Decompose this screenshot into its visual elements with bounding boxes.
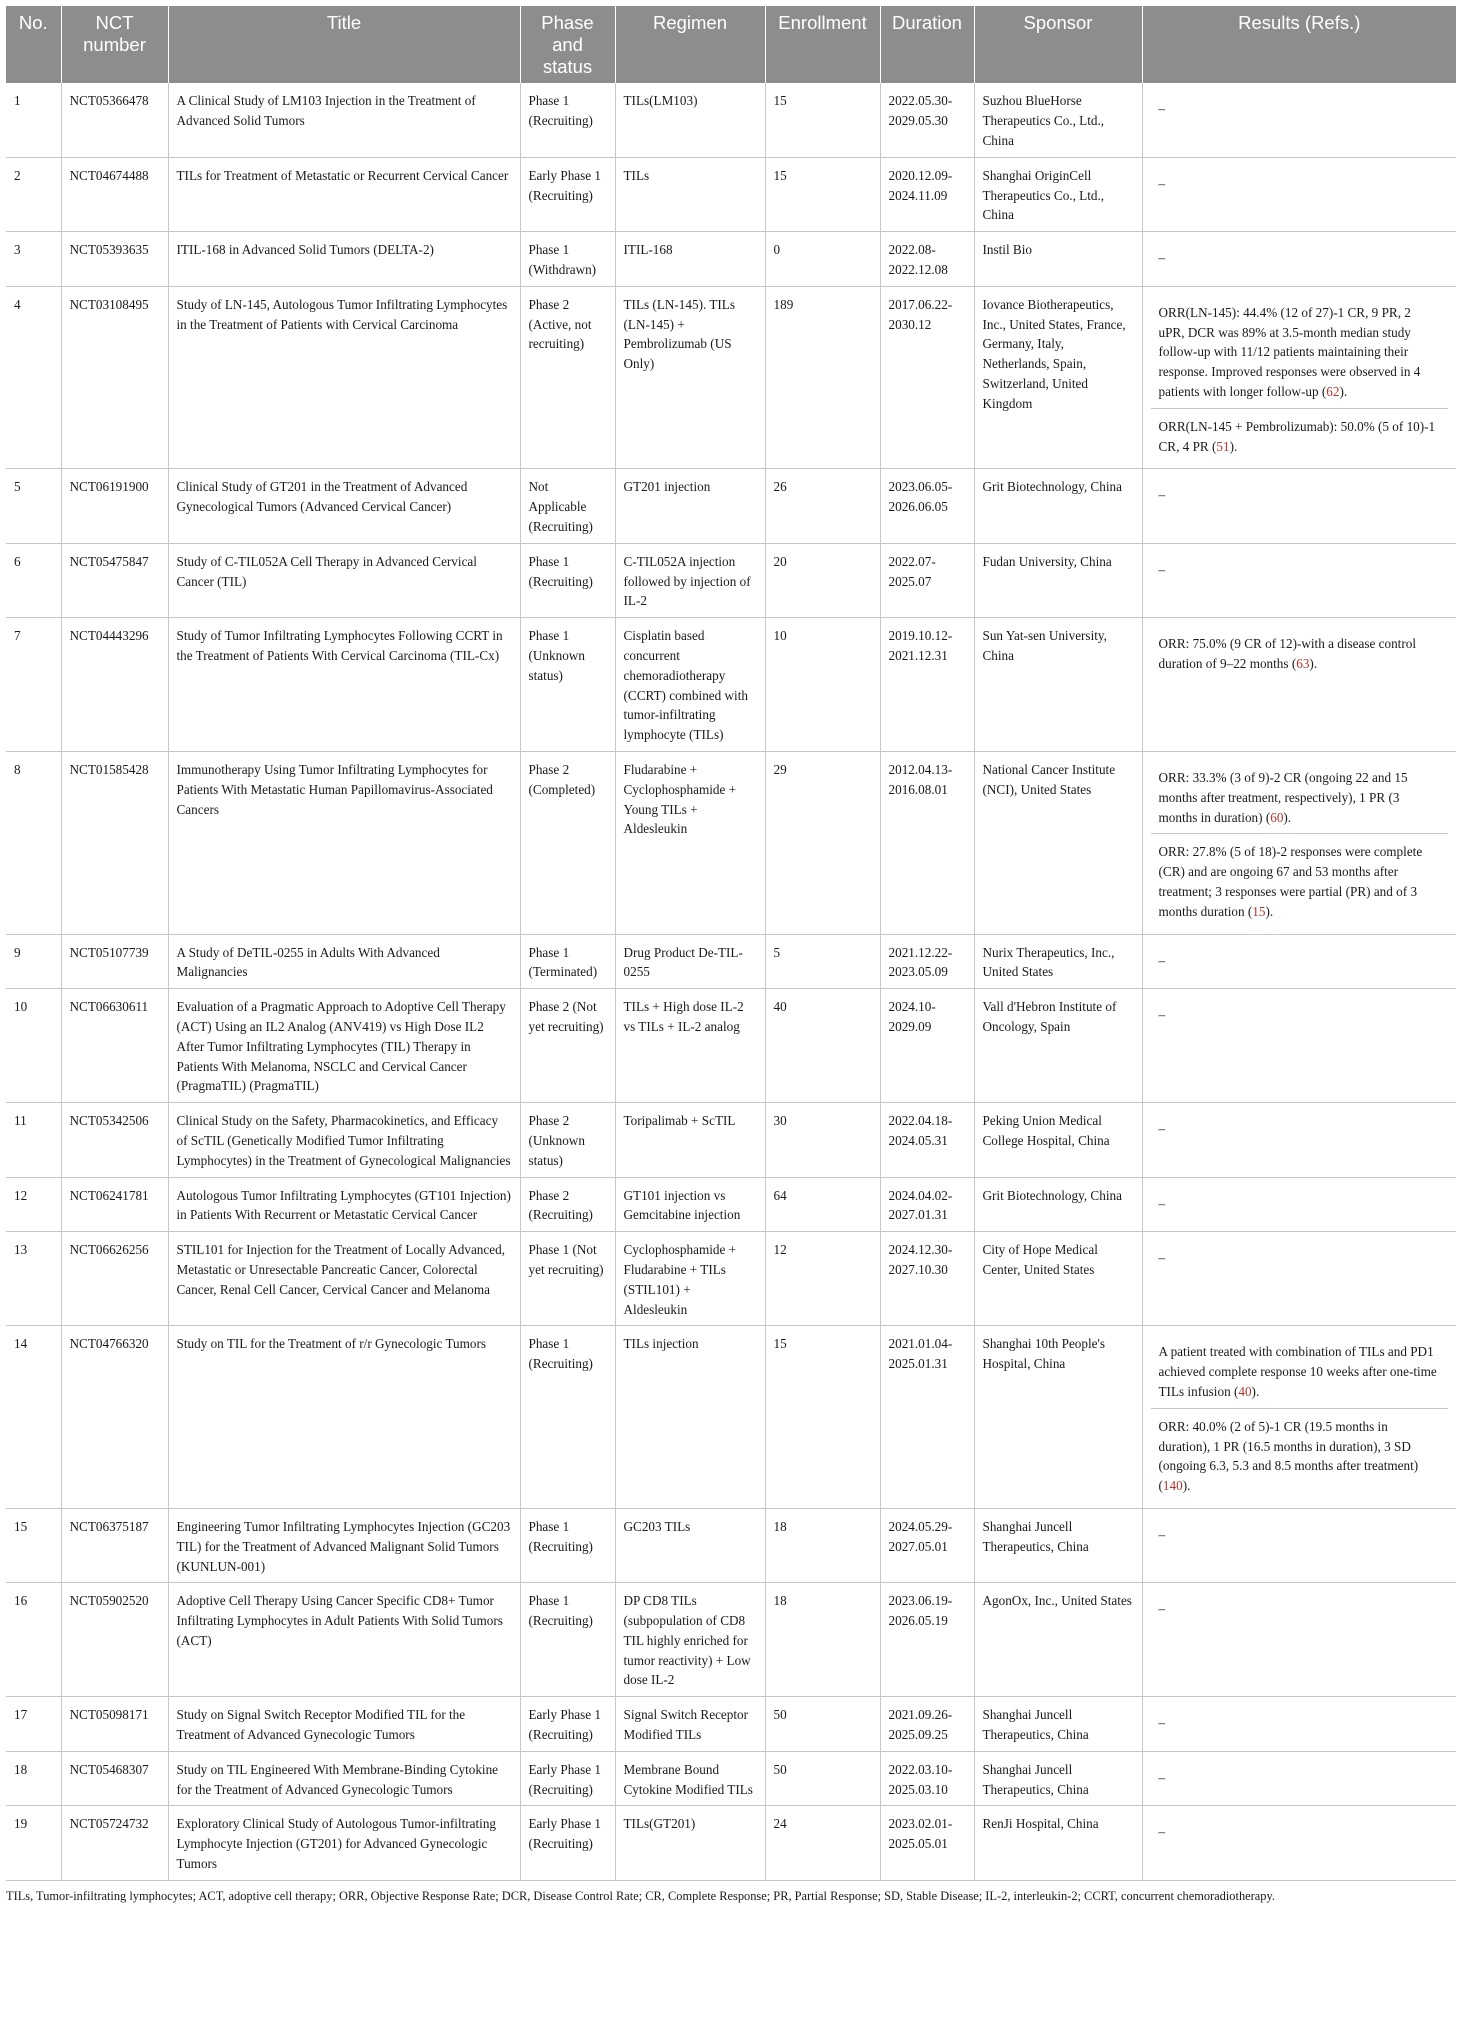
trial-title-cell: TILs for Treatment of Metastatic or Recurrent Cervical Cancer xyxy=(168,157,520,231)
reference-link[interactable]: 63 xyxy=(1296,656,1310,672)
duration-cell: 2023.06.19-2026.05.19 xyxy=(880,1583,974,1697)
nct-number-cell: NCT05468307 xyxy=(61,1751,168,1806)
sponsor-cell: Sun Yat-sen University, China xyxy=(974,618,1142,752)
phase-status-cell: Phase 1 (Unknown status) xyxy=(520,618,615,752)
phase-status-cell: Early Phase 1 (Recruiting) xyxy=(520,157,615,231)
nct-number-cell: NCT06191900 xyxy=(61,469,168,543)
nct-number-cell: NCT06626256 xyxy=(61,1232,168,1326)
header-phase-status: Phase and status xyxy=(520,6,615,83)
regimen-cell: GT201 injection xyxy=(615,469,765,543)
table-footnote: TILs, Tumor-infiltrating lymphocytes; ACT, adoptive cell therapy; ORR, Objective Response Rate; DCR, Disease Control Rate; CR, Complete Response; PR, Partial Response; SD, Stable Disease; IL-2, interleukin-2; CCRT, concurrent chemoradiotherapy. xyxy=(6,1888,1275,1903)
result-entry xyxy=(1151,1111,1449,1145)
table-container xyxy=(6,6,1456,1904)
phase-status-cell: Phase 2 (Active, not recruiting) xyxy=(520,286,615,469)
reference-link[interactable]: 140 xyxy=(1162,1478,1183,1494)
result-text: – xyxy=(1158,1769,1166,1785)
trial-title-cell: Autologous Tumor Infiltrating Lymphocytes (GT101 Injection) in Patients With Recurrent or Metastatic Cervical Cancer xyxy=(168,1177,520,1232)
sponsor-cell: Grit Biotechnology, China xyxy=(974,1177,1142,1232)
result-entry xyxy=(1151,997,1449,1031)
result-text: – xyxy=(1158,175,1166,191)
enrollment-cell: 29 xyxy=(765,752,880,935)
enrollment-cell: 189 xyxy=(765,286,880,469)
table-row xyxy=(6,1751,1456,1806)
regimen-cell: Cisplatin based concurrent chemoradiotherapy (CCRT) combined with tumor-infiltrating lymphocyte (TILs) xyxy=(615,618,765,752)
phase-status-cell: Phase 1 (Terminated) xyxy=(520,934,615,989)
results-cell xyxy=(1142,232,1456,287)
result-text: – xyxy=(1158,1601,1166,1617)
sponsor-cell: RenJi Hospital, China xyxy=(974,1806,1142,1880)
result-entry xyxy=(1151,1240,1449,1274)
nct-number-cell: NCT06241781 xyxy=(61,1177,168,1232)
duration-cell: 2022.03.10-2025.03.10 xyxy=(880,1751,974,1806)
phase-status-cell: Phase 1 (Recruiting) xyxy=(520,1326,615,1509)
sponsor-cell: Shanghai 10th People's Hospital, China xyxy=(974,1326,1142,1509)
row-number-cell: 2 xyxy=(6,157,61,231)
results-cell xyxy=(1142,83,1456,157)
trial-title-cell: Evaluation of a Pragmatic Approach to Adoptive Cell Therapy (ACT) Using an IL2 Analog (ANV419) vs High Dose IL2 After Tumor Infiltrating Lymphocytes (TIL) Therapy in Patients With Melanoma, NSCLC and Cervical Cancer (PragmaTIL) (PragmaTIL) xyxy=(168,989,520,1103)
enrollment-cell: 64 xyxy=(765,1177,880,1232)
table-row xyxy=(6,543,1456,617)
phase-status-cell: Not Applicable (Recruiting) xyxy=(520,469,615,543)
row-number-cell: 5 xyxy=(6,469,61,543)
row-number-cell: 3 xyxy=(6,232,61,287)
phase-status-cell: Early Phase 1 (Recruiting) xyxy=(520,1806,615,1880)
result-entry xyxy=(1151,1591,1449,1625)
regimen-cell: TILs injection xyxy=(615,1326,765,1509)
row-number-cell: 7 xyxy=(6,618,61,752)
sponsor-cell: Shanghai Juncell Therapeutics, China xyxy=(974,1508,1142,1582)
trial-title-cell: STIL101 for Injection for the Treatment of Locally Advanced, Metastatic or Unresectable Pancreatic Cancer, Colorectal Cancer, Renal Cell Cancer, Cervical Cancer and Melanoma xyxy=(168,1232,520,1326)
enrollment-cell: 18 xyxy=(765,1583,880,1697)
header-enrollment: Enrollment xyxy=(765,6,880,83)
duration-cell: 2024.04.02-2027.01.31 xyxy=(880,1177,974,1232)
phase-status-cell: Early Phase 1 (Recruiting) xyxy=(520,1751,615,1806)
duration-cell: 2023.06.05-2026.06.05 xyxy=(880,469,974,543)
phase-status-cell: Phase 2 (Not yet recruiting) xyxy=(520,989,615,1103)
results-cell xyxy=(1142,1177,1456,1232)
duration-cell: 2022.08-2022.12.08 xyxy=(880,232,974,287)
table-row xyxy=(6,934,1456,989)
result-entry xyxy=(1151,943,1449,977)
nct-number-cell: NCT05098171 xyxy=(61,1697,168,1752)
regimen-cell: Cyclophosphamide + Fludarabine + TILs (STIL101) + Aldesleukin xyxy=(615,1232,765,1326)
sponsor-cell: Shanghai OriginCell Therapeutics Co., Ltd., China xyxy=(974,157,1142,231)
enrollment-cell: 12 xyxy=(765,1232,880,1326)
trial-title-cell: Study of Tumor Infiltrating Lymphocytes Following CCRT in the Treatment of Patients With Cervical Carcinoma (TIL-Cx) xyxy=(168,618,520,752)
sponsor-cell: Vall d'Hebron Institute of Oncology, Spain xyxy=(974,989,1142,1103)
row-number-cell: 11 xyxy=(6,1103,61,1177)
result-entry xyxy=(1151,295,1449,408)
regimen-cell: TILs xyxy=(615,157,765,231)
sponsor-cell: AgonOx, Inc., United States xyxy=(974,1583,1142,1697)
regimen-cell: GT101 injection vs Gemcitabine injection xyxy=(615,1177,765,1232)
result-entry xyxy=(1151,166,1449,200)
sponsor-cell: Suzhou BlueHorse Therapeutics Co., Ltd., China xyxy=(974,83,1142,157)
enrollment-cell: 30 xyxy=(765,1103,880,1177)
duration-cell: 2021.12.22-2023.05.09 xyxy=(880,934,974,989)
trial-title-cell: A Study of DeTIL-0255 in Adults With Advanced Malignancies xyxy=(168,934,520,989)
sponsor-cell: Grit Biotechnology, China xyxy=(974,469,1142,543)
trial-title-cell: Immunotherapy Using Tumor Infiltrating Lymphocytes for Patients With Metastatic Human Papillomavirus-Associated Cancers xyxy=(168,752,520,935)
enrollment-cell: 15 xyxy=(765,1326,880,1509)
nct-number-cell: NCT06375187 xyxy=(61,1508,168,1582)
header-row xyxy=(6,6,1456,83)
phase-status-cell: Phase 1 (Withdrawn) xyxy=(520,232,615,287)
trial-title-cell: Study of C-TIL052A Cell Therapy in Advanced Cervical Cancer (TIL) xyxy=(168,543,520,617)
phase-status-cell: Phase 1 (Recruiting) xyxy=(520,1583,615,1697)
sponsor-cell: Shanghai Juncell Therapeutics, China xyxy=(974,1697,1142,1752)
result-text-tail: ). xyxy=(1339,384,1348,400)
sponsor-cell: City of Hope Medical Center, United States xyxy=(974,1232,1142,1326)
result-entry xyxy=(1151,1408,1449,1502)
duration-cell: 2022.04.18-2024.05.31 xyxy=(880,1103,974,1177)
enrollment-cell: 15 xyxy=(765,83,880,157)
nct-number-cell: NCT04443296 xyxy=(61,618,168,752)
table-row xyxy=(6,989,1456,1103)
results-cell xyxy=(1142,1806,1456,1880)
result-entry xyxy=(1151,240,1449,274)
phase-status-cell: Phase 1 (Not yet recruiting) xyxy=(520,1232,615,1326)
trial-title-cell: Study on TIL Engineered With Membrane-Binding Cytokine for the Treatment of Advanced Gynecologic Tumors xyxy=(168,1751,520,1806)
enrollment-cell: 24 xyxy=(765,1806,880,1880)
sponsor-cell: Instil Bio xyxy=(974,232,1142,287)
table-row xyxy=(6,1583,1456,1697)
trial-title-cell: Study of LN-145, Autologous Tumor Infiltrating Lymphocytes in the Treatment of Patients with Cervical Carcinoma xyxy=(168,286,520,469)
result-text: – xyxy=(1158,1715,1166,1731)
result-entry xyxy=(1151,1814,1449,1848)
trial-title-cell: Study on TIL for the Treatment of r/r Gynecologic Tumors xyxy=(168,1326,520,1509)
nct-number-cell: NCT05342506 xyxy=(61,1103,168,1177)
results-cell xyxy=(1142,469,1456,543)
results-cell xyxy=(1142,286,1456,469)
table-row xyxy=(6,286,1456,469)
table-row xyxy=(6,232,1456,287)
nct-number-cell: NCT01585428 xyxy=(61,752,168,935)
trial-title-cell: Clinical Study on the Safety, Pharmacokinetics, and Efficacy of ScTIL (Genetically Modified Tumor Infiltrating Lymphocytes) in the Treatment of Gynecological Malignancies xyxy=(168,1103,520,1177)
phase-status-cell: Early Phase 1 (Recruiting) xyxy=(520,1697,615,1752)
sponsor-cell: Iovance Biotherapeutics, Inc., United States, France, Germany, Italy, Netherlands, Spain, Switzerland, United Kingdom xyxy=(974,286,1142,469)
enrollment-cell: 40 xyxy=(765,989,880,1103)
header-sponsor: Sponsor xyxy=(974,6,1142,83)
result-text: – xyxy=(1158,1007,1166,1023)
table-row xyxy=(6,157,1456,231)
table-row xyxy=(6,752,1456,935)
regimen-cell: TILs + High dose IL-2 vs TILs + IL-2 analog xyxy=(615,989,765,1103)
row-number-cell: 6 xyxy=(6,543,61,617)
duration-cell: 2024.10-2029.09 xyxy=(880,989,974,1103)
sponsor-cell: National Cancer Institute (NCI), United States xyxy=(974,752,1142,935)
nct-number-cell: NCT05724732 xyxy=(61,1806,168,1880)
result-text: – xyxy=(1158,1526,1166,1542)
result-entry xyxy=(1151,760,1449,833)
duration-cell: 2024.05.29-2027.05.01 xyxy=(880,1508,974,1582)
enrollment-cell: 26 xyxy=(765,469,880,543)
row-number-cell: 15 xyxy=(6,1508,61,1582)
row-number-cell: 9 xyxy=(6,934,61,989)
results-cell xyxy=(1142,752,1456,935)
row-number-cell: 8 xyxy=(6,752,61,935)
result-entry xyxy=(1151,1705,1449,1739)
result-entry xyxy=(1151,552,1449,586)
reference-link[interactable]: 62 xyxy=(1326,384,1340,400)
regimen-cell: Membrane Bound Cytokine Modified TILs xyxy=(615,1751,765,1806)
reference-link[interactable]: 15 xyxy=(1252,903,1266,919)
results-cell xyxy=(1142,618,1456,752)
result-entry xyxy=(1151,477,1449,511)
enrollment-cell: 0 xyxy=(765,232,880,287)
regimen-cell: Fludarabine + Cyclophosphamide + Young TILs + Aldesleukin xyxy=(615,752,765,935)
header-title: Title xyxy=(168,6,520,83)
sponsor-cell: Peking Union Medical College Hospital, China xyxy=(974,1103,1142,1177)
result-text: ORR(LN-145 + Pembrolizumab): 50.0% (5 of 10)-1 CR, 4 PR ( xyxy=(1158,418,1436,454)
nct-number-cell: NCT05107739 xyxy=(61,934,168,989)
regimen-cell: Toripalimab + ScTIL xyxy=(615,1103,765,1177)
regimen-cell: TILs (LN-145). TILs (LN-145) + Pembrolizumab (US Only) xyxy=(615,286,765,469)
results-cell xyxy=(1142,1697,1456,1752)
reference-link[interactable]: 40 xyxy=(1238,1383,1252,1399)
header-nct-number: NCT number xyxy=(61,6,168,83)
phase-status-cell: Phase 2 (Unknown status) xyxy=(520,1103,615,1177)
result-text: – xyxy=(1158,1195,1166,1211)
row-number-cell: 17 xyxy=(6,1697,61,1752)
table-row xyxy=(6,83,1456,157)
enrollment-cell: 50 xyxy=(765,1751,880,1806)
header-results: Results (Refs.) xyxy=(1142,6,1456,83)
result-entry xyxy=(1151,408,1449,463)
results-cell xyxy=(1142,1508,1456,1582)
result-text: – xyxy=(1158,952,1166,968)
enrollment-cell: 10 xyxy=(765,618,880,752)
regimen-cell: TILs(GT201) xyxy=(615,1806,765,1880)
trial-title-cell: A Clinical Study of LM103 Injection in the Treatment of Advanced Solid Tumors xyxy=(168,83,520,157)
result-text: ORR: 27.8% (5 of 18)-2 responses were complete (CR) and are ongoing 67 and 53 months after treatment; 3 responses were partial (PR) and of 3 months duration ( xyxy=(1158,844,1423,919)
row-number-cell: 19 xyxy=(6,1806,61,1880)
duration-cell: 2022.07-2025.07 xyxy=(880,543,974,617)
nct-number-cell: NCT04766320 xyxy=(61,1326,168,1509)
trial-title-cell: Exploratory Clinical Study of Autologous Tumor-infiltrating Lymphocyte Injection (GT201) for Advanced Gynecologic Tumors xyxy=(168,1806,520,1880)
result-text: ORR: 75.0% (9 CR of 12)-with a disease control duration of 9–22 months ( xyxy=(1158,636,1416,672)
result-text: – xyxy=(1158,1250,1166,1266)
result-entry xyxy=(1151,1186,1449,1220)
duration-cell: 2017.06.22-2030.12 xyxy=(880,286,974,469)
result-text: – xyxy=(1158,250,1166,266)
result-text: – xyxy=(1158,1824,1166,1840)
header-regimen: Regimen xyxy=(615,6,765,83)
results-cell xyxy=(1142,1326,1456,1509)
table-row xyxy=(6,1177,1456,1232)
results-cell xyxy=(1142,1103,1456,1177)
result-entry xyxy=(1151,833,1449,927)
result-text: – xyxy=(1158,561,1166,577)
result-entry xyxy=(1151,626,1449,680)
row-number-cell: 1 xyxy=(6,83,61,157)
regimen-cell: C-TIL052A injection followed by injection of IL-2 xyxy=(615,543,765,617)
results-cell xyxy=(1142,989,1456,1103)
table-row xyxy=(6,1806,1456,1880)
results-cell xyxy=(1142,1232,1456,1326)
table-row xyxy=(6,618,1456,752)
duration-cell: 2022.05.30-2029.05.30 xyxy=(880,83,974,157)
result-text: – xyxy=(1158,1121,1166,1137)
header-duration: Duration xyxy=(880,6,974,83)
trial-title-cell: Study on Signal Switch Receptor Modified TIL for the Treatment of Advanced Gynecologic Tumors xyxy=(168,1697,520,1752)
nct-number-cell: NCT05475847 xyxy=(61,543,168,617)
trial-title-cell: Engineering Tumor Infiltrating Lymphocytes Injection (GC203 TIL) for the Treatment of Advanced Malignant Solid Tumors (KUNLUN-001) xyxy=(168,1508,520,1582)
results-cell xyxy=(1142,934,1456,989)
enrollment-cell: 5 xyxy=(765,934,880,989)
row-number-cell: 13 xyxy=(6,1232,61,1326)
row-number-cell: 12 xyxy=(6,1177,61,1232)
clinical-trials-table xyxy=(6,6,1456,1881)
table-row xyxy=(6,1232,1456,1326)
table-row xyxy=(6,1326,1456,1509)
enrollment-cell: 18 xyxy=(765,1508,880,1582)
table-row xyxy=(6,469,1456,543)
table-row xyxy=(6,1508,1456,1582)
result-entry xyxy=(1151,1760,1449,1794)
nct-number-cell: NCT05366478 xyxy=(61,83,168,157)
phase-status-cell: Phase 2 (Recruiting) xyxy=(520,1177,615,1232)
results-cell xyxy=(1142,1583,1456,1697)
enrollment-cell: 50 xyxy=(765,1697,880,1752)
table-body xyxy=(6,83,1456,1880)
duration-cell: 2021.01.04-2025.01.31 xyxy=(880,1326,974,1509)
enrollment-cell: 20 xyxy=(765,543,880,617)
phase-status-cell: Phase 1 (Recruiting) xyxy=(520,83,615,157)
trial-title-cell: ITIL-168 in Advanced Solid Tumors (DELTA-2) xyxy=(168,232,520,287)
regimen-cell: Signal Switch Receptor Modified TILs xyxy=(615,1697,765,1752)
sponsor-cell: Nurix Therapeutics, Inc., United States xyxy=(974,934,1142,989)
row-number-cell: 18 xyxy=(6,1751,61,1806)
duration-cell: 2023.02.01-2025.05.01 xyxy=(880,1806,974,1880)
result-entry xyxy=(1151,91,1449,125)
result-text: ORR: 40.0% (2 of 5)-1 CR (19.5 months in duration), 1 PR (16.5 months in duration), 3 SD (ongoing 6.3, 5.3 and 8.5 months after treatment) ( xyxy=(1158,1418,1419,1494)
phase-status-cell: Phase 1 (Recruiting) xyxy=(520,1508,615,1582)
duration-cell: 2020.12.09-2024.11.09 xyxy=(880,157,974,231)
regimen-cell: TILs(LM103) xyxy=(615,83,765,157)
results-cell xyxy=(1142,543,1456,617)
result-text: – xyxy=(1158,101,1166,117)
result-text-tail: ). xyxy=(1309,656,1318,672)
result-text: ORR(LN-145): 44.4% (12 of 27)-1 CR, 9 PR, 2 uPR, DCR was 89% at 3.5-month median study follow-up with 11/12 patients maintaining their response. Improved responses were observed in 4 patients with longer follow-up ( xyxy=(1158,304,1421,400)
table-row xyxy=(6,1103,1456,1177)
result-entry xyxy=(1151,1334,1449,1407)
regimen-cell: Drug Product De-TIL-0255 xyxy=(615,934,765,989)
result-text-tail: ). xyxy=(1182,1478,1191,1494)
result-text: A patient treated with combination of TILs and PD1 achieved complete response 10 weeks after one-time TILs infusion ( xyxy=(1158,1344,1437,1399)
regimen-cell: ITIL-168 xyxy=(615,232,765,287)
row-number-cell: 14 xyxy=(6,1326,61,1509)
sponsor-cell: Shanghai Juncell Therapeutics, China xyxy=(974,1751,1142,1806)
row-number-cell: 10 xyxy=(6,989,61,1103)
duration-cell: 2021.09.26-2025.09.25 xyxy=(880,1697,974,1752)
reference-link[interactable]: 60 xyxy=(1270,809,1284,825)
sponsor-cell: Fudan University, China xyxy=(974,543,1142,617)
row-number-cell: 4 xyxy=(6,286,61,469)
reference-link[interactable]: 51 xyxy=(1216,438,1230,454)
duration-cell: 2012.04.13-2016.08.01 xyxy=(880,752,974,935)
trial-title-cell: Clinical Study of GT201 in the Treatment of Advanced Gynecological Tumors (Advanced Cervical Cancer) xyxy=(168,469,520,543)
result-text-tail: ). xyxy=(1283,809,1292,825)
header-no: No. xyxy=(6,6,61,83)
duration-cell: 2024.12.30-2027.10.30 xyxy=(880,1232,974,1326)
result-entry xyxy=(1151,1517,1449,1551)
phase-status-cell: Phase 1 (Recruiting) xyxy=(520,543,615,617)
duration-cell: 2019.10.12-2021.12.31 xyxy=(880,618,974,752)
result-text-tail: ). xyxy=(1229,438,1238,454)
nct-number-cell: NCT05393635 xyxy=(61,232,168,287)
result-text: ORR: 33.3% (3 of 9)-2 CR (ongoing 22 and 15 months after treatment, respectively), 1 PR (3 months in duration) ( xyxy=(1158,770,1408,825)
enrollment-cell: 15 xyxy=(765,157,880,231)
nct-number-cell: NCT03108495 xyxy=(61,286,168,469)
results-cell xyxy=(1142,1751,1456,1806)
nct-number-cell: NCT04674488 xyxy=(61,157,168,231)
regimen-cell: GC203 TILs xyxy=(615,1508,765,1582)
result-text-tail: ). xyxy=(1251,1383,1260,1399)
nct-number-cell: NCT05902520 xyxy=(61,1583,168,1697)
results-cell xyxy=(1142,157,1456,231)
result-text-tail: ). xyxy=(1265,903,1274,919)
table-row xyxy=(6,1697,1456,1752)
row-number-cell: 16 xyxy=(6,1583,61,1697)
trial-title-cell: Adoptive Cell Therapy Using Cancer Specific CD8+ Tumor Infiltrating Lymphocytes in Adult Patients With Solid Tumors (ACT) xyxy=(168,1583,520,1697)
nct-number-cell: NCT06630611 xyxy=(61,989,168,1103)
result-text: – xyxy=(1158,487,1166,503)
phase-status-cell: Phase 2 (Completed) xyxy=(520,752,615,935)
regimen-cell: DP CD8 TILs (subpopulation of CD8 TIL highly enriched for tumor reactivity) + Low dose IL-2 xyxy=(615,1583,765,1697)
